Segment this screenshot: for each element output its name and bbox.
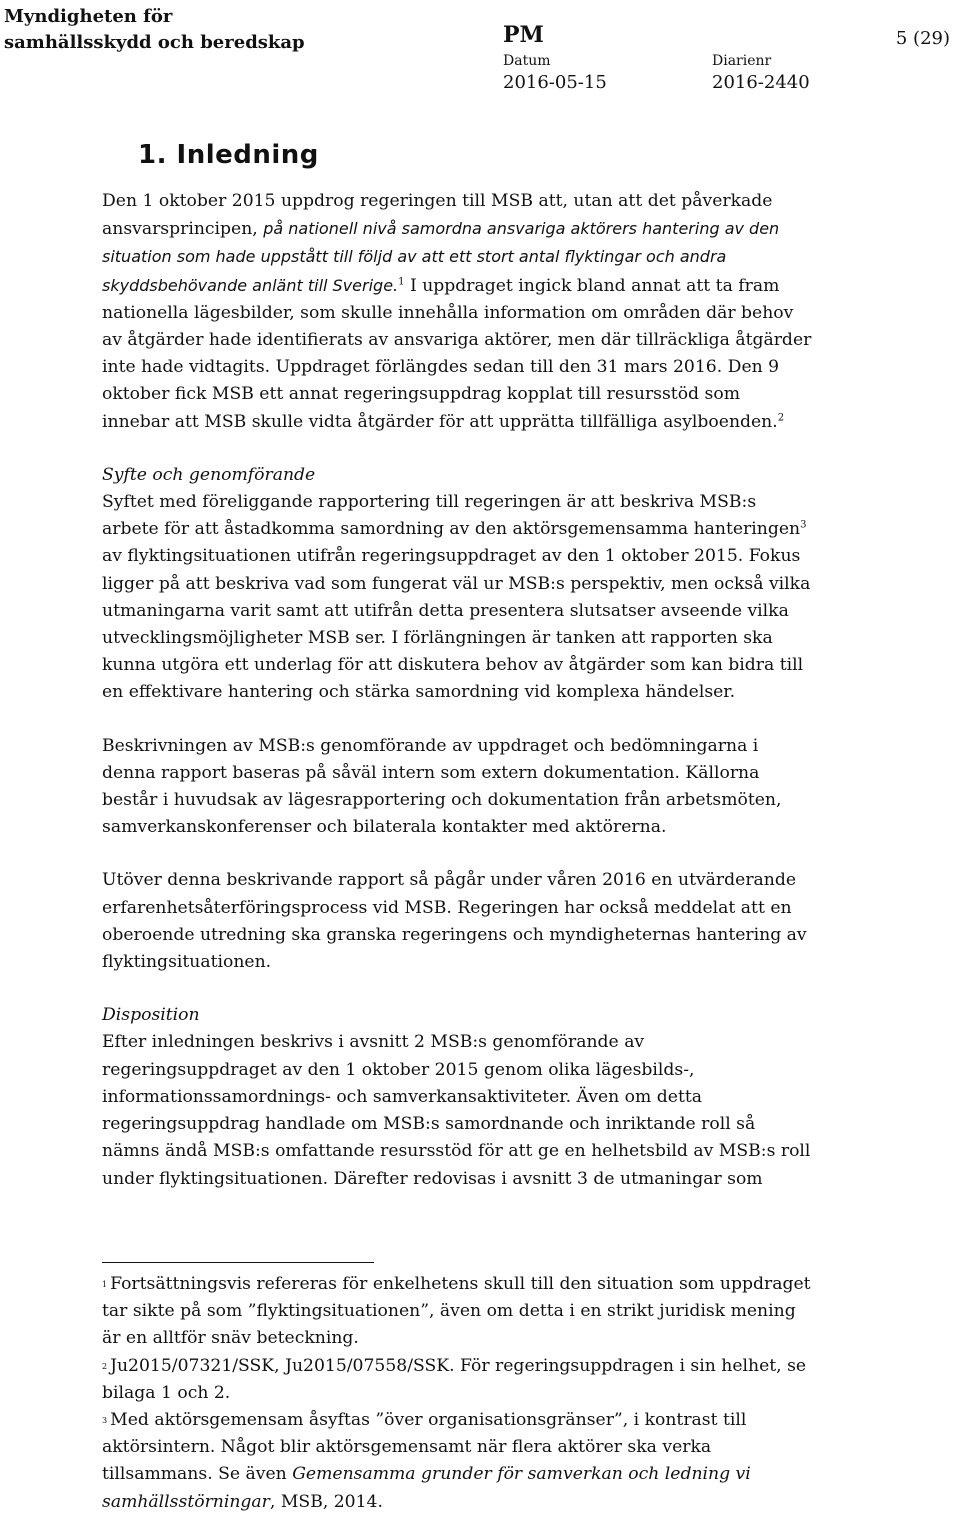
footnote-3: $^3$ Med aktörsgemensam åsyftas ”över organisationsgränser”, i kontrast till aktörsintern. Något blir aktörsgemensamt när flera aktörer ska verka tillsammans. Se även Gemensamma grunder för samverkan och ledning vi samhällsstörningar, MSB, 2014. <box>102 1410 751 1512</box>
page-number: 5 (29) <box>895 28 950 49</box>
datum-value: 2016-05-15 <box>503 72 607 93</box>
footnote-ref-2[interactable]: 2 <box>777 411 785 423</box>
footnote-ref-3[interactable]: 3 <box>800 519 807 531</box>
diarienr-label: Diarienr <box>712 53 772 69</box>
organization-name: Myndigheten för samhällsskydd och beredskap <box>4 6 305 53</box>
footnote-divider <box>102 1262 374 1263</box>
footnote-ref-1[interactable]: 1 <box>398 275 405 287</box>
footnote-1: $^1$ Fortsättningsvis refereras för enkelhetens skull till den situation som uppdraget tar sikte på som ”flyktingsituationen”, även om detta i en strikt juridisk mening är en alltför snäv beteckning. <box>102 1274 811 1349</box>
italic-phrase: på nationell nivå samordna ansvariga aktörers hantering av den situation som hade uppstått till följd av att ett stort antal flyktingar och andra skyddsbehövande anlänt till Sverige. <box>102 219 780 295</box>
disposition-paragraph: Efter inledningen beskrivs i avsnitt 2 MSB:s genomförande av regeringsuppdraget av den 1 oktober 2015 genom olika lägesbilds-, informationssamordnings- och samverkansaktiviteter. Även om detta regeringsuppdrag handlade om MSB:s samordnande och inriktande roll så nämns ändå MSB:s omfattande resursstöd för att ge en helhetsbild av MSB:s roll under flyktingsituationen. Därefter redovisas i avsnitt 3 de utmaningar som <box>102 1032 811 1189</box>
subheading-disposition: Disposition <box>102 1005 200 1026</box>
footnotes <box>102 1271 812 1516</box>
datum-label: Datum <box>503 53 551 69</box>
document-type: PM <box>503 22 544 48</box>
document-body <box>102 140 812 1193</box>
document-header <box>0 0 960 100</box>
underlag-paragraph: Beskrivningen av MSB:s genomförande av uppdraget och bedömningarna i denna rapport baseras på såväl intern som extern dokumentation. Källorna består i huvudsak av lägesrapportering och dokumentation från arbetsmöten, samverkanskonferenser och bilaterala kontakter med aktörerna. <box>102 735 782 838</box>
footnote-2: $^2$ Ju2015/07321/SSK, Ju2015/07558/SSK. För regeringsuppdragen i sin helhet, se bilaga 1 och 2. <box>102 1355 807 1403</box>
intro-paragraph: Den 1 oktober 2015 uppdrog regeringen till MSB att, utan att det påverkade ansvarsprincipen, på nationell nivå samordna ansvariga aktörers hantering av den situation som hade uppstått till följd av att ett stort antal flyktingar och andra skyddsbehövande anlänt till Sverige.$^1$ I uppdraget ingick bland annat att ta fram nationella lägesbilder, som skulle innehålla information om områden där behov av åtgärder hade identifierats av ansvariga aktörer, men där tillräckliga åtgärder inte hade vidtagits. Uppdraget förlängdes sedan till den 31 mars 2016. Den 9 oktober fick MSB ett annat regeringsuppdrag kopplat till resursstöd som innebar att MSB skulle vidta åtgärder för att upprätta tillfälliga asylboenden.$^2$ <box>102 191 812 432</box>
subheading-syfte: Syfte och genomförande <box>102 464 316 485</box>
section-heading: 1. Inledning <box>138 140 319 170</box>
diarienr-value: 2016-2440 <box>712 72 810 93</box>
utvardering-paragraph: Utöver denna beskrivande rapport så pågår under våren 2016 en utvärderande erfarenhetsåterföringsprocess vid MSB. Regeringen har också meddelat att en oberoende utredning ska granska regeringens och myndigheternas hantering av flyktingsituationen. <box>102 870 807 973</box>
syfte-paragraph: Syftet med föreliggande rapportering till regeringen är att beskriva MSB:s arbete för att åstadkomma samordning av den aktörsgemensamma hanteringen$^3$ av flyktingsituationen utifrån regeringsuppdraget av den 1 oktober 2015. Fokus ligger på att beskriva vad som fungerat väl ur MSB:s perspektiv, men också vilka utmaningarna varit samt att utifrån detta presentera slutsatser avseende vilka utvecklingsmöjligheter MSB ser. I förlängningen är tanken att rapporten ska kunna utgöra ett underlag för att diskutera behov av åtgärder som kan bidra till en effektivare hantering och stärka samordning vid komplexa händelser. <box>102 492 811 703</box>
